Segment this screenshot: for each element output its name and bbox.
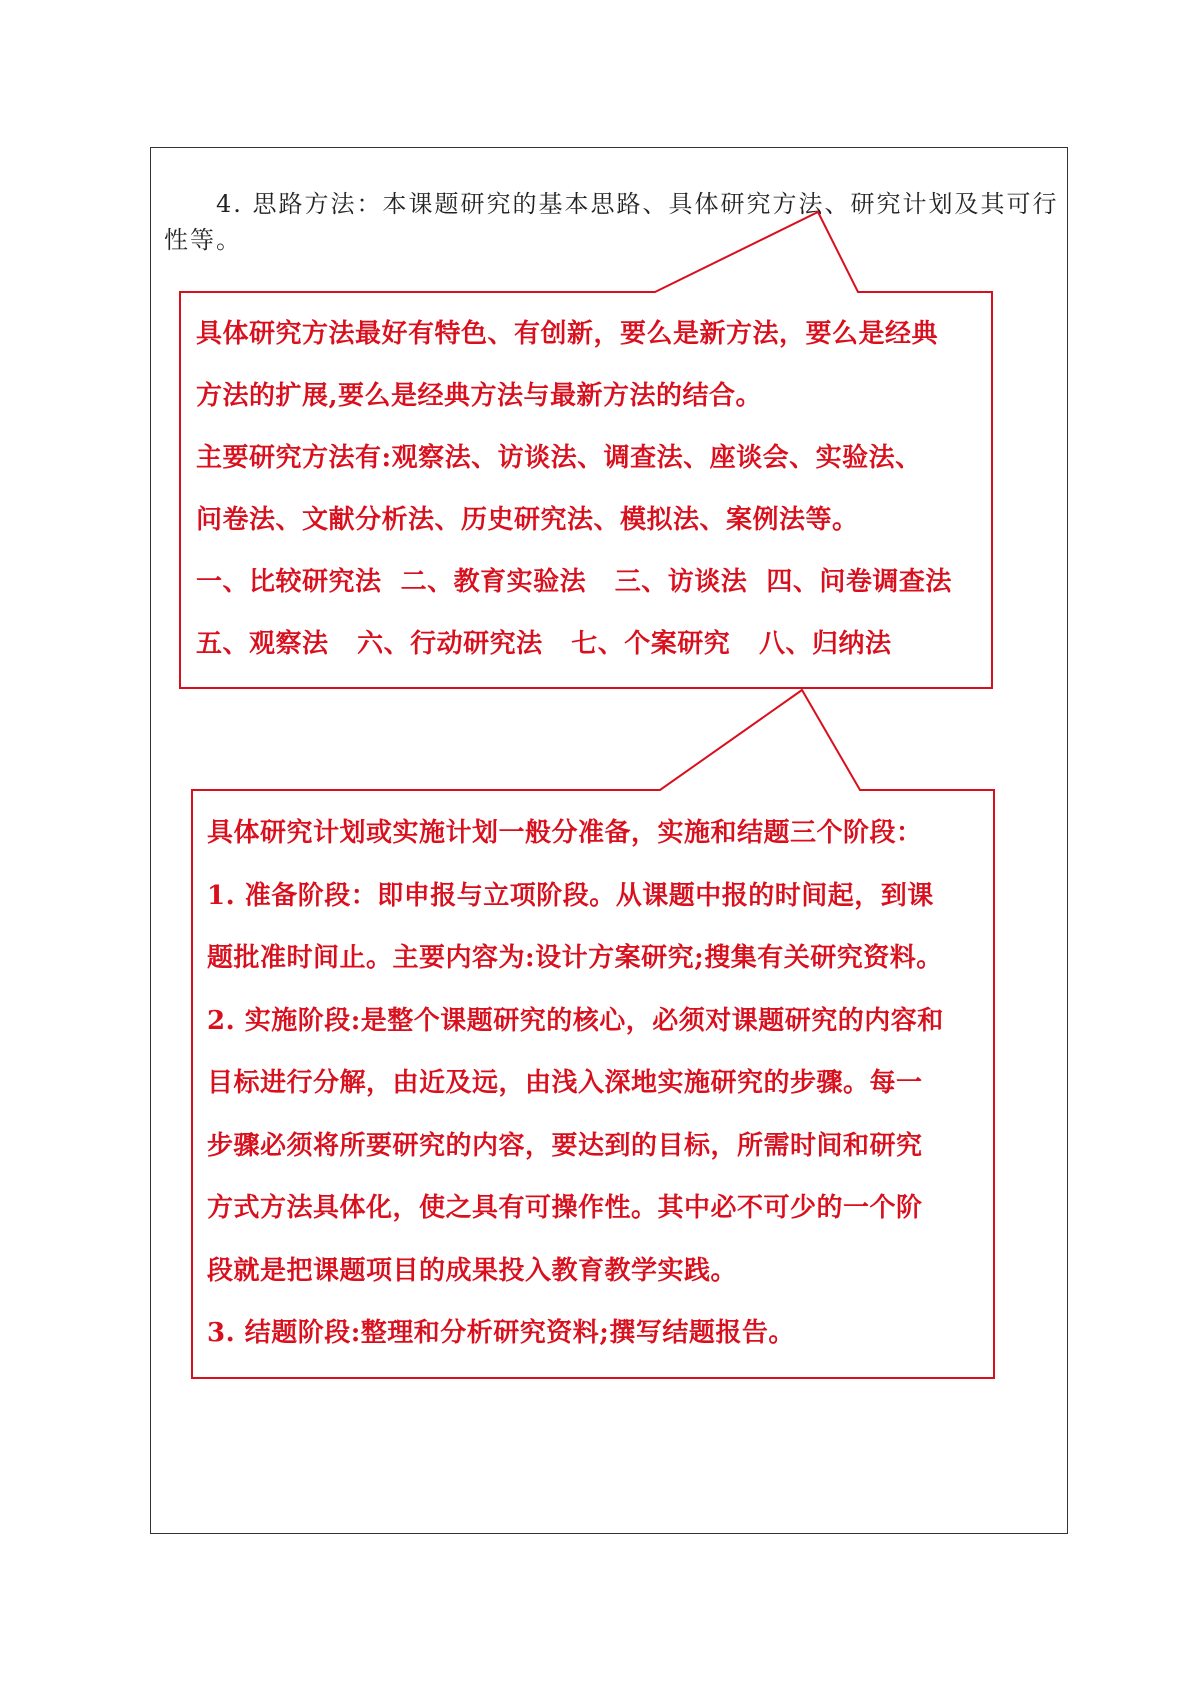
callout-2-line: 方式方法具体化，使之具有可操作性。其中必不可少的一个阶 [207, 1193, 923, 1223]
callout-2-line: 3. 结题阶段:整理和分析研究资料;撰写结题报告。 [207, 1318, 795, 1348]
callout-2-line: 具体研究计划或实施计划一般分准备，实施和结题三个阶段： [207, 818, 923, 848]
callout-1-line: 方法的扩展,要么是经典方法与最新方法的结合。 [196, 381, 763, 411]
callout-1-line: 一、比较研究法 二、教育实验法 三、访谈法 四、问卷调查法 [196, 567, 952, 597]
callout-1-line: 主要研究方法有:观察法、访谈法、调查法、座谈会、实验法、 [196, 443, 922, 473]
callout-2-line: 1. 准备阶段：即申报与立项阶段。从课题中报的时间起，到课 [207, 880, 934, 911]
callout-2-line: 步骤必须将所要研究的内容，要达到的目标，所需时间和研究 [207, 1130, 923, 1161]
callout-2-line: 2. 实施阶段:是整个课题研究的核心，必须对课题研究的内容和 [207, 1005, 944, 1036]
section-heading: 4. 思路方法：本课题研究的基本思路、具体研究方法、研究计划及其可行性等。 [164, 190, 1059, 254]
callout-2-text [207, 802, 987, 1365]
callout-2-line: 目标进行分解，由近及远，由浅入深地实施研究的步骤。每一 [207, 1068, 923, 1098]
callout-1-line: 问卷法、文献分析法、历史研究法、模拟法、案例法等。 [196, 505, 859, 535]
callout-2-line: 段就是把课题项目的成果投入教育教学实践。 [207, 1255, 738, 1286]
callout-1-line: 五、观察法 六、行动研究法 七、个案研究 八、归纳法 [196, 629, 892, 659]
callout-2-line: 题批准时间止。主要内容为:设计方案研究;搜集有关研究资料。 [207, 943, 943, 973]
callout-1-text [196, 303, 986, 675]
callout-1-line: 具体研究方法最好有特色、有创新，要么是新方法，要么是经典 [196, 319, 939, 349]
